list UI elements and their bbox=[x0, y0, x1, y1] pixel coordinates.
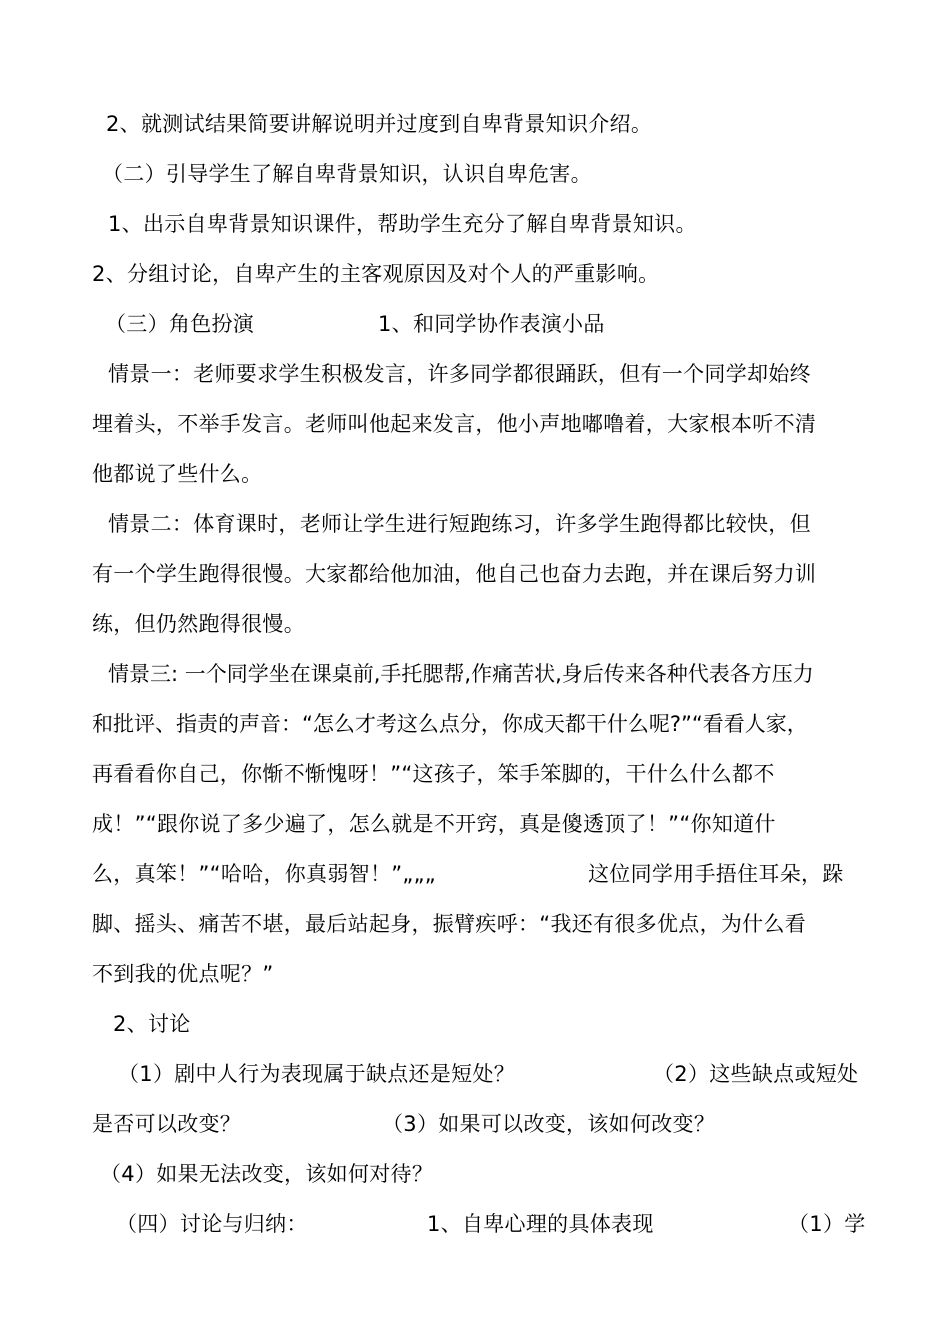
text-line: （4）如果无法改变，该如何对待？ bbox=[100, 1162, 434, 1186]
text-segment: （1）学 bbox=[788, 1212, 866, 1236]
text-segment: （1）剧中人行为表现属于缺点还是短处？ bbox=[118, 1062, 516, 1086]
text-segment: 1、和同学协作表演小品 bbox=[378, 312, 605, 336]
text-line: 脚、摇头、痛苦不堪，最后站起身，振臂疾呼：“我还有很多优点，为什么看 bbox=[92, 912, 807, 936]
text-line: 埋着头，不举手发言。老师叫他起来发言，他小声地嘟噜着，大家根本听不清 bbox=[92, 412, 817, 436]
text-line: 练，但仍然跑得很慢。 bbox=[92, 612, 305, 636]
text-segment: （四）讨论与归纳： bbox=[116, 1212, 308, 1236]
text-segment: 这位同学用手捂住耳朵，跺 bbox=[588, 862, 844, 886]
text-segment: （三）角色扮演 bbox=[105, 312, 255, 336]
text-line: 成！”“跟你说了多少遍了，怎么就是不开窍，真是傻透顶了！”“你知道什 bbox=[92, 812, 776, 836]
text-segment: （2）这些缺点或短处 bbox=[653, 1062, 859, 1086]
text-line bbox=[0, 1109, 950, 1139]
text-line: 和批评、指责的声音：“怎么才考这么点分，你成天都干什么呢?”“看看人家， bbox=[92, 712, 808, 736]
text-line: 2、讨论 bbox=[113, 1012, 191, 1036]
text-segment: 是否可以改变？ bbox=[92, 1112, 242, 1136]
text-line: 情景一：老师要求学生积极发言，许多同学都很踊跃，但有一个同学却始终 bbox=[108, 362, 811, 386]
text-line: 情景三: 一个同学坐在课桌前,手托腮帮,作痛苦状,身后传来各种代表各方压力 bbox=[108, 662, 814, 686]
text-line: 1、出示自卑背景知识课件，帮助学生充分了解自卑背景知识。 bbox=[108, 212, 697, 236]
text-line: 情景二：体育课时，老师让学生进行短跑练习，许多学生跑得都比较快，但 bbox=[108, 512, 811, 536]
text-segment: 1、自卑心理的具体表现 bbox=[427, 1212, 654, 1236]
text-line bbox=[0, 859, 950, 889]
text-line bbox=[0, 309, 950, 339]
text-line bbox=[0, 1209, 950, 1239]
text-line bbox=[0, 1059, 950, 1089]
text-line: 再看看你自己，你惭不惭愧呀！”“这孩子，笨手笨脚的，干什么什么都不 bbox=[92, 762, 775, 786]
text-segment: 么，真笨！”“哈哈，你真弱智！”„„„ bbox=[92, 862, 436, 886]
text-line: 有一个学生跑得很慢。大家都给他加油，他自己也奋力去跑，并在课后努力训 bbox=[92, 562, 817, 586]
text-line: 2、就测试结果简要讲解说明并过度到自卑背景知识介绍。 bbox=[106, 112, 653, 136]
text-line: 2、分组讨论，自卑产生的主客观原因及对个人的严重影响。 bbox=[92, 262, 660, 286]
text-line: 不到我的优点呢？” bbox=[92, 962, 274, 986]
text-line: 他都说了些什么。 bbox=[92, 462, 263, 486]
text-segment: （3）如果可以改变，该如何改变？ bbox=[382, 1112, 716, 1136]
text-line: （二）引导学生了解自卑背景知识，认识自卑危害。 bbox=[102, 162, 592, 186]
